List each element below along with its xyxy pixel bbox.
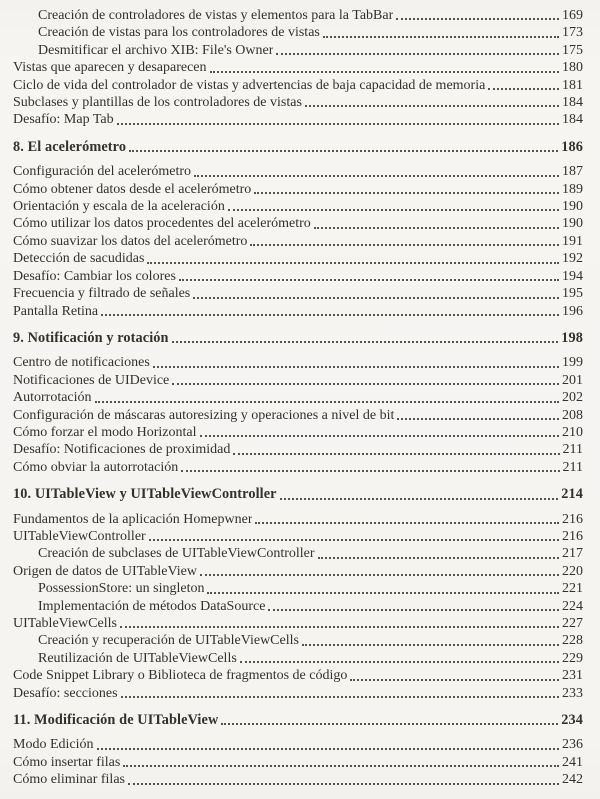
toc-entry-page: 184	[562, 95, 583, 111]
toc-entry-page: 175	[562, 42, 583, 58]
leader-dots	[101, 314, 559, 316]
toc-entry	[13, 615, 583, 632]
leader-dots	[250, 244, 559, 246]
toc-entry	[13, 215, 583, 232]
toc-entry-page: 184	[562, 112, 583, 128]
toc-entry-label: Creación y recuperación de UITableViewCells	[38, 633, 299, 649]
toc-entry-label: Subclases y plantillas de los controladores de vistas	[13, 95, 302, 111]
chapter-heading	[13, 712, 583, 729]
toc-entry-page: 233	[562, 685, 583, 701]
toc-entry	[13, 771, 583, 788]
leader-dots	[181, 470, 559, 472]
toc-entry	[13, 303, 583, 320]
toc-entry-page: 190	[562, 216, 583, 232]
toc-entry-page: 199	[562, 355, 583, 371]
toc-entry-page: 241	[562, 754, 583, 770]
toc-entry-page: 211	[562, 459, 583, 475]
chapter-heading	[13, 486, 583, 503]
toc-entry-page: 211	[562, 442, 583, 458]
toc-entry	[13, 632, 583, 649]
leader-dots	[396, 18, 559, 20]
chapter-heading-label: 11. Modificación de UITableView	[13, 712, 219, 729]
toc-entry	[13, 407, 583, 424]
toc-entry	[13, 233, 583, 250]
toc-entry-page: 236	[562, 737, 583, 753]
toc-entry	[13, 354, 583, 371]
leader-dots	[233, 453, 559, 455]
toc-entry-page: 216	[562, 511, 583, 527]
chapter-heading-page: 198	[561, 329, 583, 346]
leader-dots	[194, 175, 559, 177]
toc-entry	[13, 563, 583, 580]
toc-entry	[13, 181, 583, 198]
leader-dots	[128, 783, 559, 785]
toc-entry-page: 221	[562, 581, 583, 597]
toc-entry	[13, 528, 583, 545]
leader-dots	[117, 123, 559, 125]
leader-dots	[221, 723, 558, 725]
toc-entry-label: Reutilización de UITableViewCells	[38, 650, 237, 666]
leader-dots	[488, 88, 559, 90]
toc-entry-page: 191	[562, 233, 583, 249]
table-of-contents	[13, 7, 583, 789]
leader-dots	[123, 765, 559, 767]
toc-entry-label: Cómo obtener datos desde el acelerómetro	[13, 181, 252, 197]
toc-entry-page: 169	[562, 8, 583, 23]
toc-entry-label: Creación de subclases de UITableViewController	[38, 546, 315, 562]
leader-dots	[397, 418, 559, 420]
toc-entry-label: UITableViewController	[13, 528, 146, 544]
toc-entry	[13, 424, 583, 441]
chapter-heading-label: 10. UITableView y UITableViewController	[13, 486, 277, 503]
toc-entry-page: 195	[562, 286, 583, 302]
toc-entry	[13, 545, 583, 562]
toc-entry-page: 208	[562, 407, 583, 423]
toc-entry-label: Centro de notificaciones	[13, 355, 150, 371]
toc-entry	[13, 42, 583, 59]
toc-entry-label: Cómo eliminar filas	[13, 772, 125, 788]
toc-entry-label: Desafío: Map Tab	[13, 112, 114, 128]
toc-entry	[13, 163, 583, 180]
toc-entry	[13, 94, 583, 111]
leader-dots	[172, 341, 559, 343]
toc-entry	[13, 580, 583, 597]
leader-dots	[200, 574, 559, 576]
toc-entry	[13, 736, 583, 753]
toc-entry	[13, 250, 583, 267]
toc-entry	[13, 598, 583, 615]
toc-entry-label: Code Snippet Library o Biblioteca de fragmentos de código	[13, 668, 348, 684]
leader-dots	[240, 661, 559, 663]
toc-entry	[13, 685, 583, 702]
toc-entry-label: Cómo forzar el modo Horizontal	[13, 424, 197, 440]
leader-dots	[276, 53, 559, 55]
toc-entry-label: Fundamentos de la aplicación Homepwner	[13, 511, 253, 527]
toc-entry-label: Creación de vistas para los controladores de vistas	[38, 25, 320, 41]
chapter-heading-label: 9. Notificación y rotación	[13, 329, 169, 346]
toc-entry-page: 189	[562, 181, 583, 197]
toc-entry-label: Frecuencia y filtrado de señales	[13, 286, 191, 302]
toc-entry-page: 192	[562, 251, 583, 267]
toc-entry	[13, 441, 583, 458]
leader-dots	[210, 71, 560, 73]
leader-dots	[179, 279, 559, 281]
toc-entry	[13, 285, 583, 302]
toc-entry-page: 217	[562, 546, 583, 562]
toc-entry-label: Desafío: Notificaciones de proximidad	[13, 442, 231, 458]
toc-entry-page: 224	[562, 598, 583, 614]
toc-entry-page: 201	[562, 372, 583, 388]
toc-entry-label: Configuración de máscaras autoresizing y operaciones a nivel de bit	[13, 407, 395, 423]
toc-entry	[13, 459, 583, 476]
toc-entry	[13, 198, 583, 215]
toc-entry-page: 181	[562, 77, 583, 93]
toc-entry	[13, 389, 583, 406]
toc-entry-label: Desafío: Cambiar los colores	[13, 268, 176, 284]
toc-entry	[13, 268, 583, 285]
leader-dots	[268, 609, 559, 611]
leader-dots	[207, 592, 559, 594]
toc-entry-label: Desafío: secciones	[13, 685, 118, 701]
toc-entry	[13, 7, 583, 24]
leader-dots	[305, 105, 559, 107]
toc-entry	[13, 667, 583, 684]
toc-entry-page: 231	[562, 668, 583, 684]
toc-entry-page: 202	[562, 390, 583, 406]
toc-entry	[13, 754, 583, 771]
leader-dots	[193, 297, 559, 299]
chapter-heading	[13, 330, 583, 347]
toc-entry-page: 216	[562, 528, 583, 544]
chapter-heading-label: 8. El acelerómetro	[13, 138, 127, 155]
leader-dots	[120, 626, 559, 628]
leader-dots	[97, 748, 560, 750]
toc-entry-page: 210	[562, 424, 583, 440]
toc-entry-page: 194	[562, 268, 583, 284]
toc-entry-label: Cómo insertar filas	[13, 754, 121, 770]
toc-entry-label: Detección de sacudidas	[13, 251, 145, 267]
chapter-heading-page: 214	[561, 486, 583, 503]
toc-entry-label: Origen de datos de UITableView	[13, 563, 198, 579]
toc-entry	[13, 372, 583, 389]
leader-dots	[280, 498, 559, 500]
toc-entry-label: Vistas que aparecen y desaparecen	[13, 60, 207, 76]
toc-entry-page: 227	[562, 616, 583, 631]
chapter-heading-page: 234	[561, 712, 583, 729]
toc-entry-label: PossessionStore: un singleton	[38, 581, 205, 597]
toc-entry-page: 228	[562, 633, 583, 649]
toc-entry-page: 180	[562, 60, 583, 76]
leader-dots	[350, 679, 559, 681]
toc-entry-label: Cómo suavizar los datos del acelerómetro	[13, 233, 248, 249]
chapter-heading-page: 186	[561, 138, 583, 155]
leader-dots	[228, 209, 559, 211]
leader-dots	[129, 150, 558, 152]
toc-entry-label: Desmitificar el archivo XIB: File's Owner	[38, 42, 274, 58]
toc-entry-label: Implementación de métodos DataSource	[38, 598, 266, 614]
chapter-heading	[13, 139, 583, 156]
toc-entry-page: 242	[562, 772, 583, 788]
toc-entry-label: Modo Edición	[13, 737, 94, 753]
leader-dots	[255, 522, 559, 524]
toc-entry-page: 173	[562, 25, 583, 41]
toc-entry-label: Autorrotación	[13, 390, 92, 406]
toc-entry-label: Orientación y escala de la aceleración	[13, 199, 225, 215]
toc-entry-label: UITableViewCells	[13, 616, 117, 631]
leader-dots	[121, 696, 559, 698]
leader-dots	[172, 383, 559, 385]
toc-entry	[13, 77, 583, 94]
leader-dots	[95, 401, 559, 403]
toc-entry	[13, 59, 583, 76]
toc-entry-label: Configuración del acelerómetro	[13, 164, 192, 180]
toc-entry-label: Creación de controladores de vistas y elementos para la TabBar	[38, 8, 394, 23]
toc-entry-label: Cómo utilizar los datos procedentes del acelerómetro	[13, 216, 311, 232]
toc-entry-label: Cómo obviar la autorrotación	[13, 459, 179, 475]
toc-entry-page: 220	[562, 563, 583, 579]
toc-entry-page: 196	[562, 303, 583, 319]
toc-entry	[13, 111, 583, 128]
toc-entry-label: Pantalla Retina	[13, 303, 99, 319]
toc-entry-page: 229	[562, 650, 583, 666]
toc-entry	[13, 650, 583, 667]
toc-entry-label: Notificaciones de UIDevice	[13, 372, 170, 388]
leader-dots	[314, 227, 559, 229]
toc-entry-label: Ciclo de vida del controlador de vistas y advertencias de baja capacidad de memoria	[13, 77, 486, 93]
leader-dots	[318, 557, 559, 559]
leader-dots	[323, 36, 559, 38]
toc-entry	[13, 511, 583, 528]
leader-dots	[302, 644, 559, 646]
leader-dots	[153, 366, 559, 368]
leader-dots	[147, 262, 559, 264]
leader-dots	[200, 435, 559, 437]
toc-entry-page: 187	[562, 164, 583, 180]
toc-entry	[13, 24, 583, 41]
leader-dots	[254, 192, 559, 194]
leader-dots	[149, 539, 559, 541]
toc-entry-page: 190	[562, 199, 583, 215]
